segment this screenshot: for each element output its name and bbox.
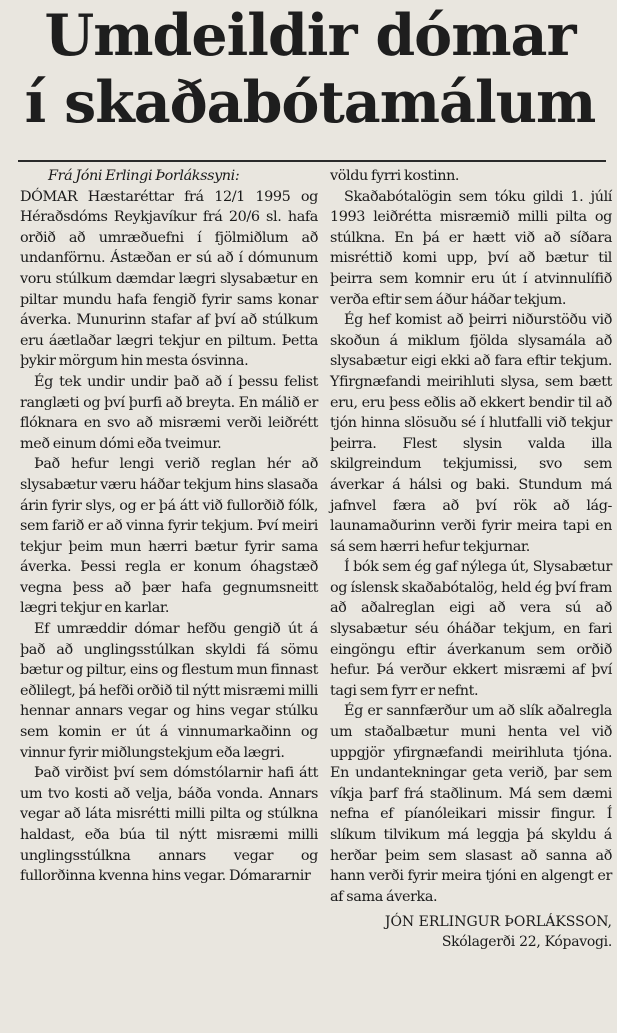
- byline: Frá Jóni Erlingi Þorlákssyni:: [48, 168, 240, 184]
- paragraph: Það virðist því sem dómstólarnir hafi átt um tvo kosti að velja, báða vonda. Annars vegar að láta misrétti milli pilta og stúlkna haldast, eða búa til nýtt misræmi milli unglingsstúlkna annars vegar og fullorðinna kvenna hins vegar. Dómararnir: [20, 765, 318, 885]
- paragraph: Skaðabótalögin sem tóku gildi 1. júlí 1993 leiðrétta misræmið milli pilta og stúlkna. En þá er hætt við að síðara misréttið komi upp, því að bætur til þeirra sem komnir eru út í atvinnulífið verða eftir sem áður háðar tekjum.: [330, 188, 612, 308]
- paragraph: Í bók sem ég gaf nýlega út, Slysabætur og íslensk skaðabótalög, held ég því fram að aðalreglan eigi að vera sú að slysabætur séu óháðar tekjum, en fari eingöngu eftir áverkanum sem orðið hefur. Þá verður ekkert misræmi af því tagi sem fyrr er nefnt.: [330, 559, 612, 699]
- headline-line-1: Umdeildir dómar: [44, 2, 576, 69]
- text-column-right: [330, 166, 612, 952]
- signature: [330, 912, 612, 952]
- paragraph: Ég hef komist að þeirri niðurstöðu við skoðun á miklum fjölda slysamála að slysabætur eigi ekki að fara eftir tekjum. Yfirgnæfandi meirihluti slysa, sem bætt eru, eru þess eðlis að ekkert bendir til að tjón hinna slösuðu sé í hlutfalli við tekjur þeirra. Flest slysin valda illa skilgreindum tekjumissi, svo sem áverkar á hálsi og baki. Stundum má jafnvel færa að því rök að lág-launamaðurinn verði fyrir meira tapi en sá sem hærri hefur tekjurnar.: [330, 312, 612, 555]
- paragraph: Ég er sannfærður um að slík aðalregla um staðalbætur muni henta vel við uppgjör yfirgnæfandi meirihluta tjóna. En undantekningar geta verið, þar sem víkja þarf frá staðlinum. Má sem dæmi nefna ef píanóleikari missir fingur. Í slíkum tilvikum má leggja þá skyldu á herðar þeim sem slasast að sanna að hann verði fyrir meira tjóni en algengt er af sama áverka.: [330, 703, 612, 905]
- signature-address: Skólagerði 22, Kópavogi.: [441, 934, 612, 951]
- paragraph: völdu fyrri kostinn.: [330, 168, 460, 184]
- paragraph: DÓMAR Hæstaréttar frá 12/1 1995 og Héraðsdóms Reykjavíkur frá 20/6 sl. hafa orðið að umræðuefni í fjölmiðlum að undanförnu. Ástæðan er sú að í dómunum voru stúlkum dæmdar lægri slysabætur en piltar mundu hafa fengið fyrir sams konar áverka. Munurinn stafar af því að stúlkum eru áætlaðar lægri tekjur en piltum. Þetta þykir mörgum hin mesta ósvinna.: [20, 188, 318, 370]
- paragraph: Ég tek undir undir það að í þessu felist ranglæti og því þurfi að breyta. En málið er flóknara en svo að misræmi verði leiðrétt með einum dómi eða tveimur.: [20, 373, 318, 452]
- signature-name: JÓN ERLINGUR ÞORLÁKSSON,: [384, 914, 612, 931]
- headline: [10, 2, 610, 136]
- headline-divider: [18, 160, 606, 162]
- paragraph: Það hefur lengi verið reglan hér að slysabætur væru háðar tekjum hins slasaða árin fyrir slys, og er þá átt við fullorðið fólk, sem farið er að vinna fyrir tekjum. Því meiri tekjur þeim mun hærri bætur fyrir sama áverka. Þessi regla er konum óhagstæð vegna þess að þær hafa gegnumsneitt lægri tekjur en karlar.: [20, 456, 318, 617]
- text-column-left: [20, 166, 318, 887]
- headline-line-2: í skaðabótamálum: [24, 69, 596, 136]
- paragraph: Ef umræddir dómar hefðu gengið út á það að unglingsstúlkan skyldi fá sömu bætur og piltur, eins og flestum mun finnast eðlilegt, þá hefði orðið til nýtt misræmi milli hennar annars vegar og hins vegar stúlku sem komin er út á vinnumarkaðinn og vinnur fyrir miðlungstekjum eða lægri.: [20, 621, 318, 761]
